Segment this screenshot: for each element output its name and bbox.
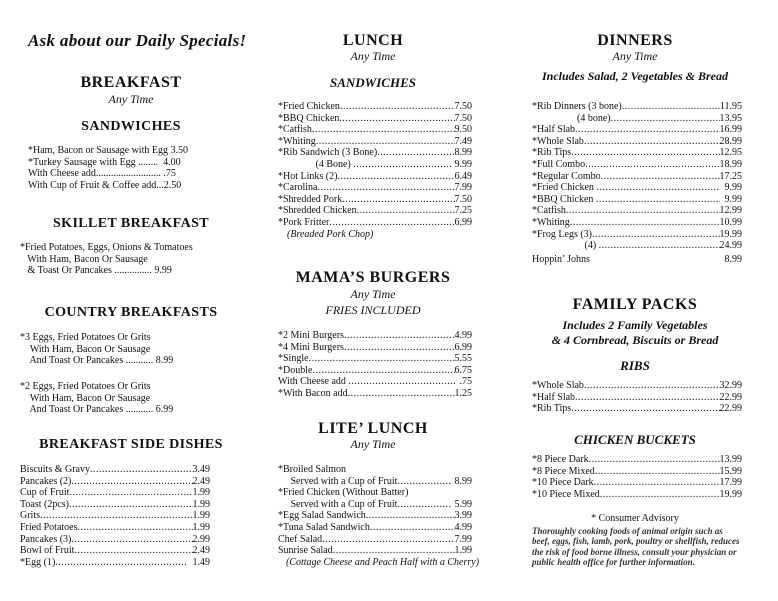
country-breakfast-2egg	[20, 381, 250, 416]
chicken-buckets-title: CHICKEN BUCKETS	[574, 432, 696, 447]
item-name: Bowl of Fruit	[20, 545, 75, 557]
item-price: 32.99	[719, 380, 742, 391]
item-price: 6.99	[454, 216, 472, 228]
item-price: 1.99	[454, 545, 472, 557]
item-price: 22.99	[719, 403, 742, 415]
item-name: *8 Piece Dark	[532, 454, 589, 465]
menu-line: *Ham, Bacon or Sausage with Egg 3.50	[28, 145, 188, 156]
menu-item	[20, 534, 210, 546]
item-name: *2 Mini Burgers	[278, 330, 344, 341]
item-name: *Fried Chicken	[532, 182, 597, 194]
item-price: 11.95	[719, 101, 742, 112]
item-name: (4 Bone)	[278, 158, 354, 170]
item-name: *BBQ Chicken	[532, 193, 596, 205]
item-price: 3.99	[454, 510, 472, 522]
family-packs-title: FAMILY PACKS	[572, 296, 698, 313]
menu-item	[278, 159, 472, 171]
menu-item	[278, 171, 472, 183]
item-price: 19.99	[719, 228, 742, 240]
menu-item	[20, 545, 210, 557]
menu-item	[532, 477, 742, 489]
item-price: 13.99	[719, 454, 742, 465]
item-name: *Egg Salad Sandwich	[278, 510, 366, 522]
item-name: *Egg (1)	[20, 556, 56, 568]
dinners-includes: Includes Salad, 2 Vegetables & Bread	[541, 69, 728, 83]
menu-item	[278, 376, 472, 388]
ribs-list	[532, 380, 742, 415]
item-name: *10 Piece Dark	[532, 477, 594, 489]
dinners-subtitle: Any Time	[612, 49, 658, 63]
family-packs-includes-2: & 4 Cornbread, Biscuits or Bread	[551, 333, 719, 347]
menu-line: *Fried Potatoes, Eggs, Onions & Tomatoes	[20, 242, 193, 253]
item-name: *Double	[278, 364, 313, 376]
menu-line: With Ham, Bacon Or Sausage	[20, 343, 151, 355]
item-name: *BBQ Chicken	[278, 112, 340, 124]
menu-line: And Toast Or Pancakes ........... 6.99	[20, 404, 174, 416]
menu-item	[20, 510, 210, 522]
menu-item	[532, 217, 742, 229]
item-price: 1.99	[192, 487, 210, 499]
menu-item	[278, 545, 472, 557]
sunrise-salad-note: (Cottage Cheese and Peach Half with a Cherry)	[286, 556, 480, 568]
menu-item	[532, 392, 742, 404]
menu-line: With Ham, Bacon Or Sausage	[20, 392, 151, 404]
item-name: (4 bone)	[532, 112, 611, 124]
item-price: 6.75	[454, 364, 472, 376]
breakfast-title: BREAKFAST	[80, 74, 182, 91]
item-price: 19.99	[719, 488, 742, 500]
menu-item	[278, 487, 472, 499]
chicken-buckets-list	[532, 454, 742, 500]
menu-item	[278, 182, 472, 194]
breakfast-sandwiches-title: SANDWICHES	[81, 119, 181, 134]
burgers-title: MAMA’S BURGERS	[295, 269, 451, 286]
burgers-list	[278, 330, 472, 400]
lunch-sandwiches-list	[278, 101, 472, 240]
item-price: 1.25	[454, 387, 472, 399]
item-name: Biscuits & Gravy	[20, 464, 90, 475]
item-name: *Catfish	[278, 124, 312, 136]
item-price: 5.55	[454, 353, 472, 365]
item-price: 4.99	[454, 521, 472, 533]
item-name: *Broiled Salmon	[278, 464, 347, 475]
item-name: *Rib Tips	[532, 147, 572, 159]
skillet-breakfast-title: SKILLET BREAKFAST	[52, 216, 210, 231]
item-name: *Whole Slab	[532, 135, 584, 147]
dinners-list	[532, 101, 742, 265]
item-price: 1.49	[187, 556, 210, 568]
daily-specials-banner: Ask about our Daily Specials!	[28, 31, 247, 50]
menu-item	[532, 403, 742, 415]
ribs-title: RIBS	[620, 358, 650, 373]
menu-item	[532, 240, 742, 252]
item-name: *Tuna Salad Sandwich	[278, 521, 370, 533]
item-price: 24.99	[719, 240, 742, 252]
item-price: 9.99	[452, 158, 472, 170]
breakfast-sandwiches-list	[28, 145, 250, 191]
lunch-subtitle: Any Time	[350, 49, 396, 63]
item-price: 9.50	[454, 124, 472, 136]
item-name: Pancakes (2)	[20, 475, 72, 487]
item-price: 8.99	[717, 253, 742, 265]
item-name: *Whiting	[278, 135, 316, 147]
menu-item	[278, 534, 472, 546]
menu-item	[278, 101, 472, 113]
menu-item	[532, 466, 742, 478]
item-price: 5.99	[452, 498, 472, 510]
menu-item	[532, 194, 742, 206]
menu-line: *2 Eggs, Fried Potatoes Or Grits	[20, 381, 151, 392]
item-price: 7.49	[454, 135, 472, 147]
item-price: 15.99	[719, 465, 742, 477]
item-name: *Rib Dinners (3 bone)	[532, 101, 622, 112]
menu-line: With Cup of Fruit & Coffee add...2.50	[28, 179, 182, 191]
item-price: 10.99	[719, 216, 742, 228]
family-packs-includes-1: Includes 2 Family Vegetables	[562, 318, 708, 332]
menu-item	[20, 557, 210, 569]
item-name: *Half Slab	[532, 391, 576, 403]
menu-item	[532, 205, 742, 217]
item-price: 7.99	[454, 533, 472, 545]
item-price: 17.25	[719, 170, 742, 182]
menu-item	[20, 499, 210, 511]
item-name: Fried Potatoes	[20, 521, 78, 533]
item-price: 12.99	[719, 205, 742, 217]
item-name: Pancakes (3)	[20, 533, 72, 545]
menu-item	[532, 124, 742, 136]
item-name: *10 Piece Mixed	[532, 488, 600, 500]
item-name: Served with a Cup of Fruit	[278, 498, 398, 510]
menu-item	[532, 171, 742, 183]
breakfast-subtitle: Any Time	[108, 92, 154, 106]
menu-item	[278, 510, 472, 522]
item-price: 7.50	[454, 112, 472, 124]
item-name: *Rib Tips	[532, 403, 572, 415]
item-price: 9.99	[719, 193, 742, 205]
item-name: Grits	[20, 510, 40, 522]
menu-item	[278, 205, 472, 217]
menu-item	[278, 136, 472, 148]
menu-item	[278, 113, 472, 125]
item-price: 16.99	[719, 124, 742, 136]
menu-item	[278, 342, 472, 354]
menu-item	[532, 147, 742, 159]
lite-lunch-title: LITE’ LUNCH	[318, 420, 428, 437]
item-price: 8.99	[452, 475, 472, 487]
menu-item	[532, 136, 742, 148]
menu-item	[20, 487, 210, 499]
item-name: *Carolina	[278, 182, 318, 194]
item-price: 7.50	[454, 193, 472, 205]
item-name: Cup of Fruit	[20, 487, 70, 499]
item-name: *Full Combo	[532, 158, 586, 170]
item-price: 2.99	[192, 533, 210, 545]
item-price: 1.99	[192, 498, 210, 510]
item-name: Sunrise Salad	[278, 545, 333, 557]
item-price: 12.95	[719, 147, 742, 159]
item-name: *4 Mini Burgers	[278, 341, 344, 353]
item-name: *Whiting	[532, 216, 570, 228]
menu-item	[20, 476, 210, 488]
menu-item	[278, 388, 472, 400]
pork-fritter-note: (Breaded Pork Chop)	[287, 228, 374, 240]
burgers-subtitle: Any Time	[350, 287, 396, 301]
item-name: *Regular Combo	[532, 170, 601, 182]
menu-item	[532, 254, 742, 266]
menu-item	[278, 147, 472, 159]
item-name: Hoppin’ Johns	[532, 253, 590, 265]
menu-item	[532, 380, 742, 392]
item-name: *Shredded Pork	[278, 193, 343, 205]
item-price: 2.49	[192, 545, 210, 557]
item-price: 28.99	[719, 135, 742, 147]
menu-item	[532, 113, 742, 125]
item-price: 6.49	[454, 170, 472, 182]
item-price: 9.99	[719, 182, 742, 194]
item-name: *Fried Chicken (Without Batter)	[278, 487, 409, 499]
item-price: 3.49	[192, 464, 210, 475]
menu-line: *3 Eggs, Fried Potatoes Or Grits	[20, 332, 151, 343]
menu-item	[278, 330, 472, 342]
menu-item	[532, 229, 742, 241]
consumer-advisory-text: Thoroughly cooking foods of animal origin such as beef, eggs, fish, lamb, pork, poultry or shellfish, reduces the risk of food borne illness, consult your physician or public health office for further information.	[532, 526, 740, 568]
fries-included-note: FRIES INCLUDED	[325, 303, 421, 317]
item-price: 7.99	[454, 182, 472, 194]
dinners-title: DINNERS	[597, 32, 673, 49]
item-price: 8.99	[454, 147, 472, 159]
item-name: *Hot Links (2)	[278, 170, 338, 182]
item-name: *Fried Chicken	[278, 101, 340, 112]
item-price: 17.99	[719, 477, 742, 489]
menu-item	[532, 101, 742, 113]
menu-item	[532, 182, 742, 194]
menu-line: With Ham, Bacon Or Sausage	[20, 253, 148, 265]
skillet-breakfast-list	[20, 242, 250, 277]
item-name: *Single	[278, 353, 309, 365]
item-price: 1.99	[192, 510, 210, 522]
item-price: 18.99	[719, 158, 742, 170]
item-price: 6.99	[454, 341, 472, 353]
menu-item	[278, 124, 472, 136]
item-price: 22.99	[719, 391, 742, 403]
item-name: *Shredded Chicken	[278, 205, 357, 217]
consumer-advisory-title: * Consumer Advisory	[591, 513, 679, 524]
lite-lunch-list	[278, 464, 480, 568]
item-name: *8 Piece Mixed	[532, 465, 595, 477]
menu-item	[532, 454, 742, 466]
item-name: (4)	[532, 240, 599, 252]
menu-item	[278, 499, 472, 511]
item-price: 1.99	[192, 521, 210, 533]
item-name: *Rib Sandwich (3 Bone)	[278, 147, 378, 159]
item-name: *With Bacon add	[278, 387, 348, 399]
menu-item	[278, 365, 472, 377]
item-name: Served with a Cup of Fruit	[278, 475, 398, 487]
menu-item	[532, 489, 742, 501]
item-name: *Catfish	[532, 205, 566, 217]
country-breakfast-3egg	[20, 332, 250, 367]
item-name: Toast (2pcs)	[20, 498, 70, 510]
menu-item	[278, 194, 472, 206]
item-price: 7.50	[454, 101, 472, 112]
lite-lunch-subtitle: Any Time	[350, 437, 396, 451]
item-name: With Cheese add	[278, 376, 349, 388]
item-name: *Half Slab	[532, 124, 576, 136]
item-name: *Frog Legs (3)	[532, 228, 592, 240]
menu-line: And Toast Or Pancakes ........... 8.99	[20, 355, 174, 367]
lunch-title: LUNCH	[342, 32, 404, 49]
item-name: *Pork Fritter	[278, 216, 330, 228]
menu-line: & Toast Or Pancakes ............... 9.99	[20, 265, 172, 277]
item-name: Chef Salad	[278, 533, 323, 545]
menu-line: *Turkey Sausage with Egg ........ 4.00	[28, 156, 181, 168]
menu-item	[278, 464, 472, 476]
breakfast-side-dishes-list	[20, 464, 210, 568]
breakfast-side-dishes-title: BREAKFAST SIDE DISHES	[39, 437, 223, 452]
menu-line: With Cheese add.......................... .75	[28, 168, 176, 180]
menu-item	[20, 464, 210, 476]
item-price: 7.25	[454, 205, 472, 217]
item-price: 4.99	[454, 330, 472, 341]
lunch-sandwiches-title: SANDWICHES	[330, 75, 416, 90]
menu-item	[278, 217, 472, 229]
menu-item	[278, 476, 472, 488]
item-price: 13.95	[719, 112, 742, 124]
menu-item	[278, 522, 472, 534]
menu-item	[20, 522, 210, 534]
item-price: .75	[454, 376, 472, 388]
menu-item	[532, 159, 742, 171]
item-name: *Whole Slab	[532, 380, 584, 391]
country-breakfasts-title: COUNTRY BREAKFASTS	[44, 305, 218, 320]
item-price: 2.49	[192, 475, 210, 487]
menu-item	[278, 353, 472, 365]
